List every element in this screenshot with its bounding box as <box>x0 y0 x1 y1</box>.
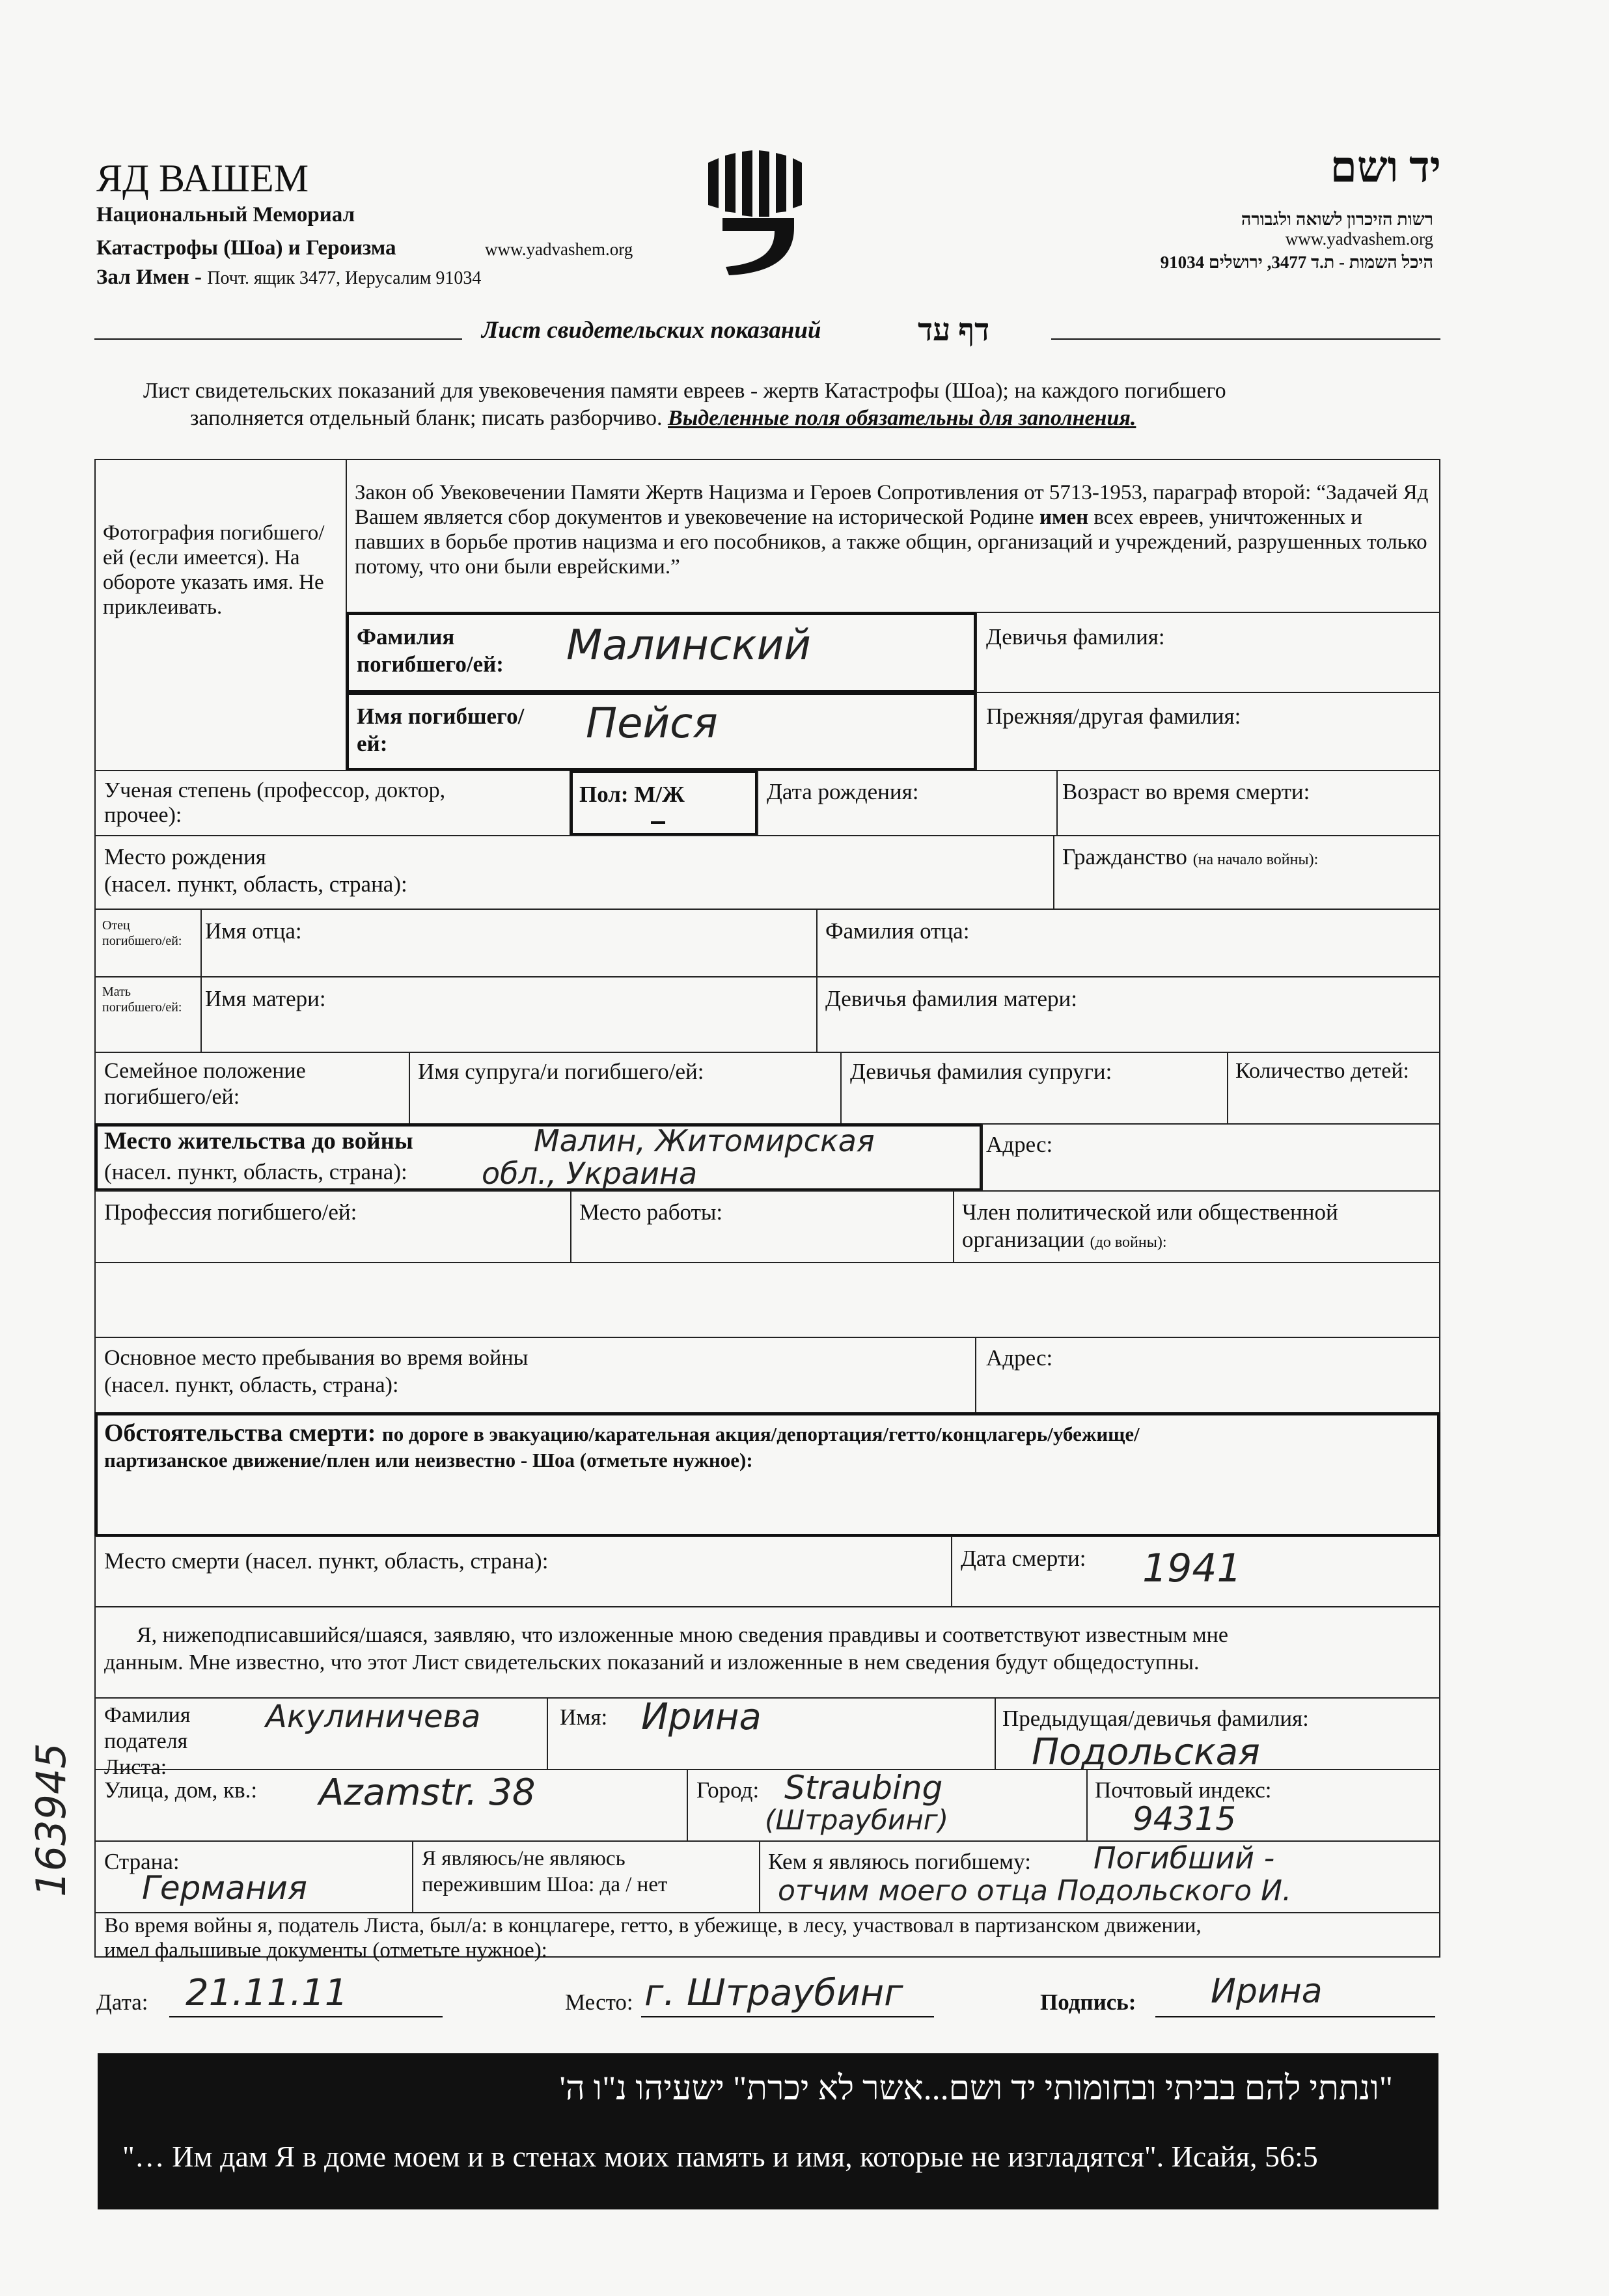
photo-box-text: Фотография погибшего/ей (если имеется). На обороте указать имя. Не приклеивать. <box>103 521 325 619</box>
marital-label: Семейное положение погибшего/ей: <box>104 1059 306 1109</box>
declaration-line1: Я, нижеподписавшийся/шаяся, заявляю, что изложенные мною сведения правдивы и соответствуют известным мне <box>137 1623 1228 1647</box>
birth-date-label: Дата рождения: <box>767 779 919 804</box>
zip-label: Почтовый индекс: <box>1095 1777 1272 1803</box>
law-text <box>355 480 1429 579</box>
intro-line1: Лист свидетельских показаний для увековечения памяти евреев - жертв Катастрофы (Шоа); на каждого погибшего <box>143 379 1226 403</box>
father-name-label: Имя отца: <box>205 918 302 944</box>
intro-line2 <box>190 405 1136 432</box>
firstname-label: Имя погибшего/ей: <box>357 704 525 756</box>
signature-label: Подпись: <box>1040 1989 1136 2015</box>
org-subtitle-he: רשות הזיכרון לשואה ולגבורה <box>1241 210 1433 229</box>
survivor-label: Я являюсь/не являюсь пережившим Шоа: да / нет <box>422 1847 668 1896</box>
country-label: Страна: <box>104 1849 180 1874</box>
website-he: www.yadvashem.org <box>1285 229 1433 249</box>
mother-maiden-label: Девичья фамилия матери: <box>825 986 1077 1011</box>
spouse-name-label: Имя супруга/и погибшего/ей: <box>418 1059 704 1084</box>
submitter-name-label: Имя: <box>560 1704 608 1730</box>
wartime-address-label: Адрес: <box>986 1345 1053 1371</box>
signature-value[interactable]: Ирина <box>1211 1972 1323 2011</box>
residence-value-1: Малин, Житомирская <box>534 1123 875 1158</box>
street-label: Улица, дом, кв.: <box>104 1777 258 1803</box>
city-value: Straubing <box>784 1769 943 1807</box>
blank-row[interactable] <box>94 1262 1440 1338</box>
intro-mandatory-note: Выделенные поля обязательны для заполнения. <box>668 406 1136 430</box>
law-text-a: Закон об Увековечении Памяти Жертв Нацизма и Героев Сопротивления от 5713-1953, параграф второй: “Задачей Яд Вашем является сбор документов и увековечение на исторической Родине <box>355 481 1429 529</box>
birth-place-label: Место рождения <box>104 844 266 869</box>
date-label: Дата: <box>96 1989 148 2015</box>
residence-value-2: обл., Украина <box>482 1156 698 1191</box>
city-label: Город: <box>696 1777 760 1803</box>
hall-label: Зал Имен - <box>96 266 208 289</box>
circumstances-options-2: партизанское движение/плен или неизвестно - Шоа (отметьте нужное): <box>104 1449 753 1471</box>
death-date-value: 1941 <box>1142 1546 1242 1591</box>
city-value-2: (Штраубинг) <box>765 1804 949 1836</box>
wartime-place-label: Основное место пребывания во время войны (насел. пункт, область, страна): <box>104 1346 529 1397</box>
citizenship-label-wrap <box>1062 843 1318 873</box>
firstname-value: Пейся <box>586 700 718 748</box>
age-label: Возраст во время смерти: <box>1062 779 1310 804</box>
submitter-name-field[interactable] <box>547 1697 996 1770</box>
banner-quote-ru: "… Им дам Я в доме моем и в стенах моих память и имя, которые не изгладятся". Исайя, 56:5 <box>122 2140 1318 2173</box>
workplace-label: Место работы: <box>579 1199 723 1225</box>
law-text-b: всех евреев, уничтоженных и павших в борьбе против нацизма и его пособников, а также общин, организаций и учреждений, разрушенных только потому, что они были еврейскими.” <box>355 506 1427 579</box>
residence-sub: (насел. пункт, область, страна): <box>104 1159 407 1184</box>
children-label: Количество детей: <box>1235 1059 1409 1083</box>
submitter-prev-label: Предыдущая/девичья фамилия: <box>1002 1706 1309 1731</box>
relation-value-2: отчим моего отца Подольского И. <box>778 1874 1291 1907</box>
org-name-he: יד ושם <box>1330 144 1441 191</box>
sex-mark <box>651 821 665 824</box>
submitter-surname-label: Фамилия подателя Листа: <box>104 1703 191 1779</box>
place-value[interactable]: г. Штраубинг <box>644 1972 903 2014</box>
org-name-ru: ЯД ВАШЕМ <box>96 157 309 200</box>
member-label: Член политической или общественной <box>962 1199 1338 1225</box>
relation-label: Кем я являюсь погибшему: <box>768 1849 1031 1874</box>
submitter-surname-value: Акулиничева <box>266 1699 481 1735</box>
banner-quote-he: "ונתתי להם בביתי ובחומותי יד ושם...אשר לא יכרת" ישעיהו נ"ו ה' <box>559 2070 1393 2107</box>
member-label-2: организации <box>962 1227 1084 1252</box>
degree-label: Ученая степень (профессор, доктор, прочее): <box>104 778 446 827</box>
form-title-he: דף עד <box>918 313 990 348</box>
submitter-name-value: Ирина <box>641 1696 762 1738</box>
father-surname-label: Фамилия отца: <box>825 918 970 944</box>
prev-surname-label: Прежняя/другая фамилия: <box>986 704 1241 729</box>
declaration-line2: данным. Мне известно, что этот Лист свидетельских показаний и изложенные в нем сведения будут общедоступны. <box>104 1650 1200 1674</box>
death-place-label: Место смерти (насел. пункт, область, страна): <box>104 1548 549 1574</box>
birth-place-sub: (насел. пункт, область, страна): <box>104 871 407 897</box>
citizenship-sub: (на начало войны): <box>1192 851 1319 868</box>
father-tag: Отец погибшего/ей: <box>102 918 182 948</box>
yad-vashem-logo <box>703 146 807 283</box>
submitter-wartime-text: Во время войны я, податель Листа, был/а: в концлагере, гетто, в убежище, в лесу, участвовал в партизанском движении, <box>104 1914 1202 1937</box>
circumstances-label: Обстоятельства смерти: <box>104 1419 376 1447</box>
address-label: Адрес: <box>986 1132 1053 1157</box>
zip-value: 94315 <box>1133 1800 1237 1838</box>
submitter-prev-value: Подольская <box>1032 1731 1260 1773</box>
spouse-maiden-label: Девичья фамилия супруги: <box>850 1059 1112 1084</box>
residence-label: Место жительства до войны <box>104 1128 413 1155</box>
death-date-label: Дата смерти: <box>961 1546 1086 1571</box>
hall-he: היכל השמות - ת.ד 3477, ירושלים 91034 <box>1160 253 1433 272</box>
surname-label: Фамилия погибшего/ей: <box>357 624 504 677</box>
surname-value: Малинский <box>566 622 811 670</box>
mother-tag: Мать погибшего/ей: <box>102 985 182 1015</box>
maiden-name-label: Девичья фамилия: <box>986 624 1165 649</box>
sex-label: Пол: М/Ж <box>579 782 685 807</box>
law-text-bold: имен <box>1039 506 1089 529</box>
citizenship-label: Гражданство <box>1062 844 1187 869</box>
country-value: Германия <box>142 1869 307 1907</box>
profession-label: Профессия погибшего/ей: <box>104 1199 357 1225</box>
hall-address <box>96 266 481 290</box>
place-label: Место: <box>565 1989 633 2015</box>
submitter-wartime-text-2: имел фальшивые документы (отметьте нужное): <box>104 1939 547 1962</box>
website-ru: www.yadvashem.org <box>485 239 633 259</box>
intro-line2-text: заполняется отдельный бланк; писать разборчиво. <box>190 406 668 430</box>
footer-banner <box>98 2053 1438 2209</box>
street-value: Azamstr. 38 <box>319 1771 536 1814</box>
member-label-2-wrap <box>962 1226 1167 1256</box>
member-sub: (до войны): <box>1090 1234 1167 1251</box>
date-value[interactable]: 21.11.11 <box>186 1972 348 2014</box>
circumstances-options: по дороге в эвакуацию/карательная акция/депортация/гетто/концлагерь/убежище/ <box>381 1423 1140 1445</box>
mother-name-label: Имя матери: <box>205 986 326 1011</box>
circumstances-line1 <box>104 1419 1140 1447</box>
org-subtitle-2: Катастрофы (Шоа) и Героизма <box>96 236 396 260</box>
margin-number: 163945 <box>27 1743 75 1897</box>
form-title-ru: Лист свидетельских показаний <box>482 317 821 344</box>
org-subtitle-1: Национальный Мемориал <box>96 203 355 226</box>
hall-address-text: Почт. ящик 3477, Иерусалим 91034 <box>207 268 482 288</box>
relation-value: Погибший - <box>1093 1840 1275 1876</box>
